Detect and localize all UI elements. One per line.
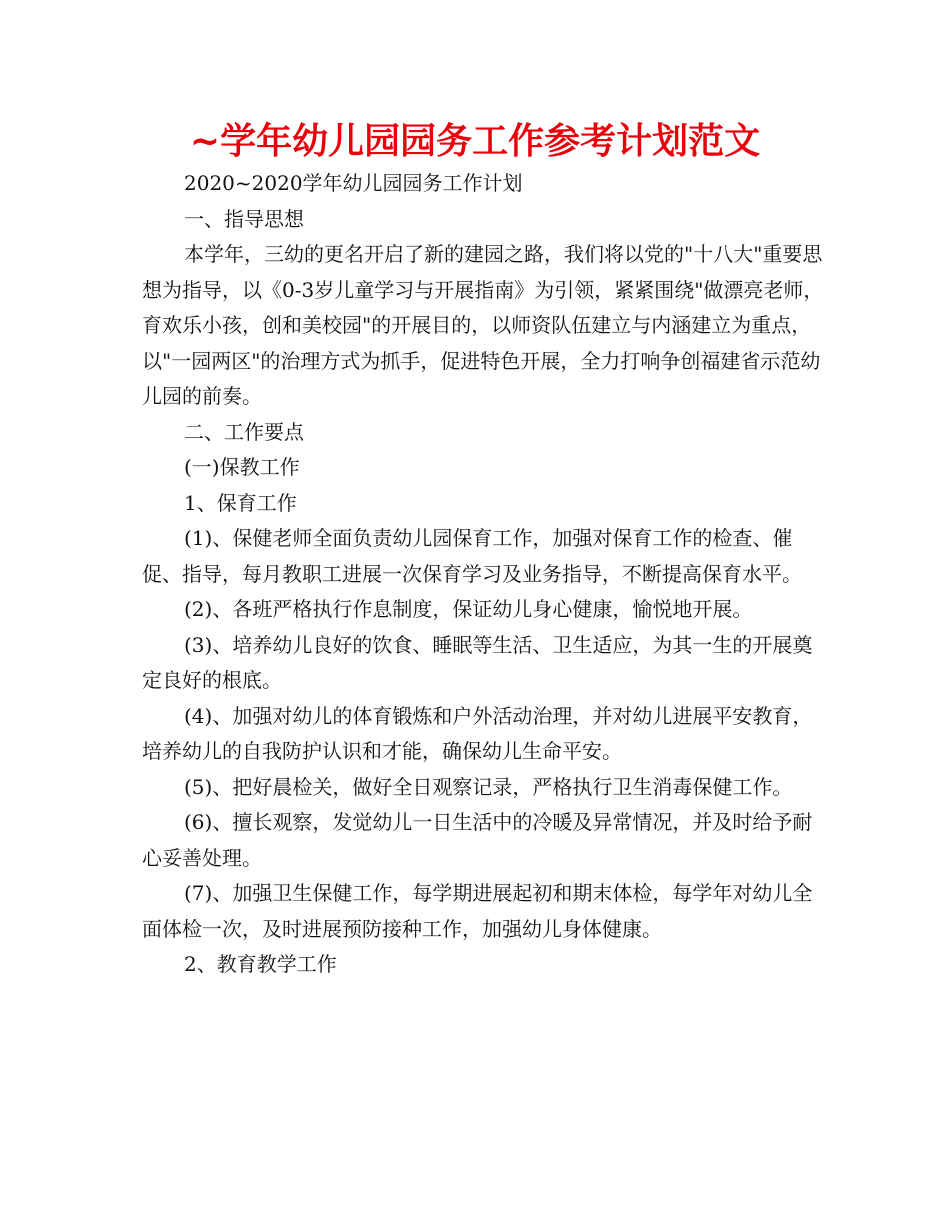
list-item-3: (3)、培养幼儿良好的饮食、睡眠等生活、卫生适应，为其一生的开展奠定良好的根底。 xyxy=(142,632,813,692)
document-subtitle: 2020~2020学年幼儿园园务工作计划 xyxy=(184,171,523,195)
list-item-7: (7)、加强卫生保健工作，每学期进展起初和期末体检，每学年对幼儿全面体检一次，及时进展预防接种工作，加强幼儿身体健康。 xyxy=(142,881,813,941)
list-item-4: (4)、加强对幼儿的体育锻炼和户外活动治理，并对幼儿进展平安教育，培养幼儿的自我防护认识和才能，确保幼儿生命平安。 xyxy=(142,703,813,763)
item-heading-childcare-work: 1、保育工作 xyxy=(184,490,297,515)
paragraph-guiding-ideology: 本学年，三幼的更名开启了新的建园之路，我们将以党的"十八大"重要思想为指导，以《0-3岁儿童学习与开展指南》为引领，紧紧围绕"做漂亮老师，育欢乐小孩，创和美校园"的开展目的，以师资队伍建立与内涵建立为重点，以"一园两区"的治理方式为抓手，促进特色开展，全力打响争创福建省示范幼儿园的前奏。 xyxy=(142,242,824,408)
subsection-heading-care-education: (一)保教工作 xyxy=(184,455,300,479)
item-heading-teaching-work: 2、教育教学工作 xyxy=(184,952,337,976)
section-heading-guiding-ideology: 一、指导思想 xyxy=(184,206,304,231)
list-item-2: (2)、各班严格执行作息制度，保证幼儿身心健康，愉悦地开展。 xyxy=(184,597,753,621)
list-item-6: (6)、擅长观察，发觉幼儿一日生活中的冷暖及异常情况，并及时给予耐心妥善处理。 xyxy=(142,810,813,870)
section-heading-work-points: 二、工作要点 xyxy=(184,419,304,444)
list-item-1: (1)、保健老师全面负责幼儿园保育工作，加强对保育工作的检查、催促、指导，每月教职工进展一次保育学习及业务指导，不断提高保育水平。 xyxy=(142,526,802,586)
document-body xyxy=(142,166,832,983)
document-title: ~学年幼儿园园务工作参考计划范文 xyxy=(189,121,761,162)
list-item-5: (5)、把好晨检关，做好全日观察记录，严格执行卫生消毒保健工作。 xyxy=(184,774,793,799)
